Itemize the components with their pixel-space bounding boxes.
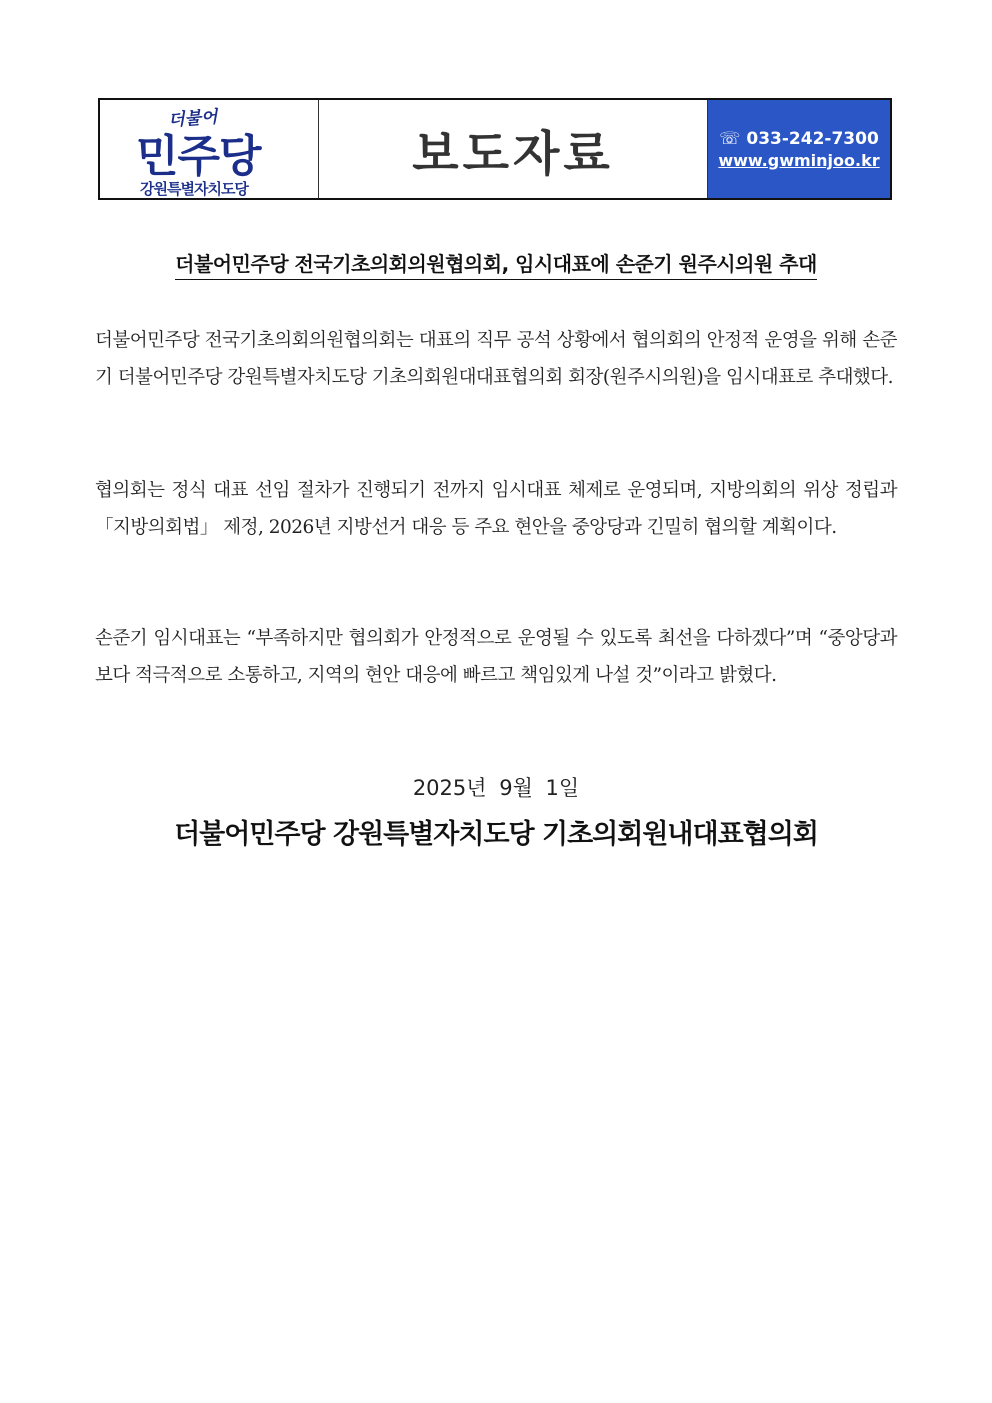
press-release-header	[98, 98, 892, 200]
document-title-cell	[319, 100, 708, 198]
paragraph-3: 손준기 임시대표는 “부족하지만 협의회가 안정적으로 운영될 수 있도록 최선을 다하겠다”며 “중앙당과 보다 적극적으로 소통하고, 지역의 현안 대응에 빠르고 책임있게 나설 것”이라고 밝혔다.	[95, 628, 897, 686]
issuer-signature: 더불어민주당 강원특별자치도당 기초의회원내대표협의회	[174, 819, 818, 850]
headline	[0, 248, 992, 277]
document-title: 보도자료	[412, 125, 614, 182]
paragraph-2: 협의회는 정식 대표 선임 절차가 진행되기 전까지 임시대표 체제로 운영되며, 지방의회의 위상 정립과 「지방의회법」 제정, 2026년 지방선거 대응 등 주요 현안을 중앙당과 긴밀히 협의할 계획이다.	[95, 480, 897, 538]
paragraph-1: 더불어민주당 전국기초의회의원협의회는 대표의 직무 공석 상황에서 협의회의 안정적 운영을 위해 손준기 더불어민주당 강원특별자치도당 기초의회원대대표협의회 회장(원주시의원)을 임시대표로 추대했다.	[95, 330, 897, 388]
logo-sub-text: 강원특별자치도당	[140, 180, 248, 198]
party-logo	[100, 100, 319, 198]
headline-text: 더불어민주당 전국기초의회의원협의회, 임시대표에 손준기 원주시의원 추대	[175, 252, 817, 280]
phone-number: ☏ 033-242-7300	[719, 128, 879, 149]
website-link[interactable]: www.gwminjoo.kr	[718, 150, 880, 170]
release-date: 2025년 9월 1일	[412, 776, 580, 800]
contact-box	[708, 100, 890, 198]
logo-script-text: 더불어	[167, 107, 219, 131]
logo-main-text: 민주당	[136, 131, 261, 182]
